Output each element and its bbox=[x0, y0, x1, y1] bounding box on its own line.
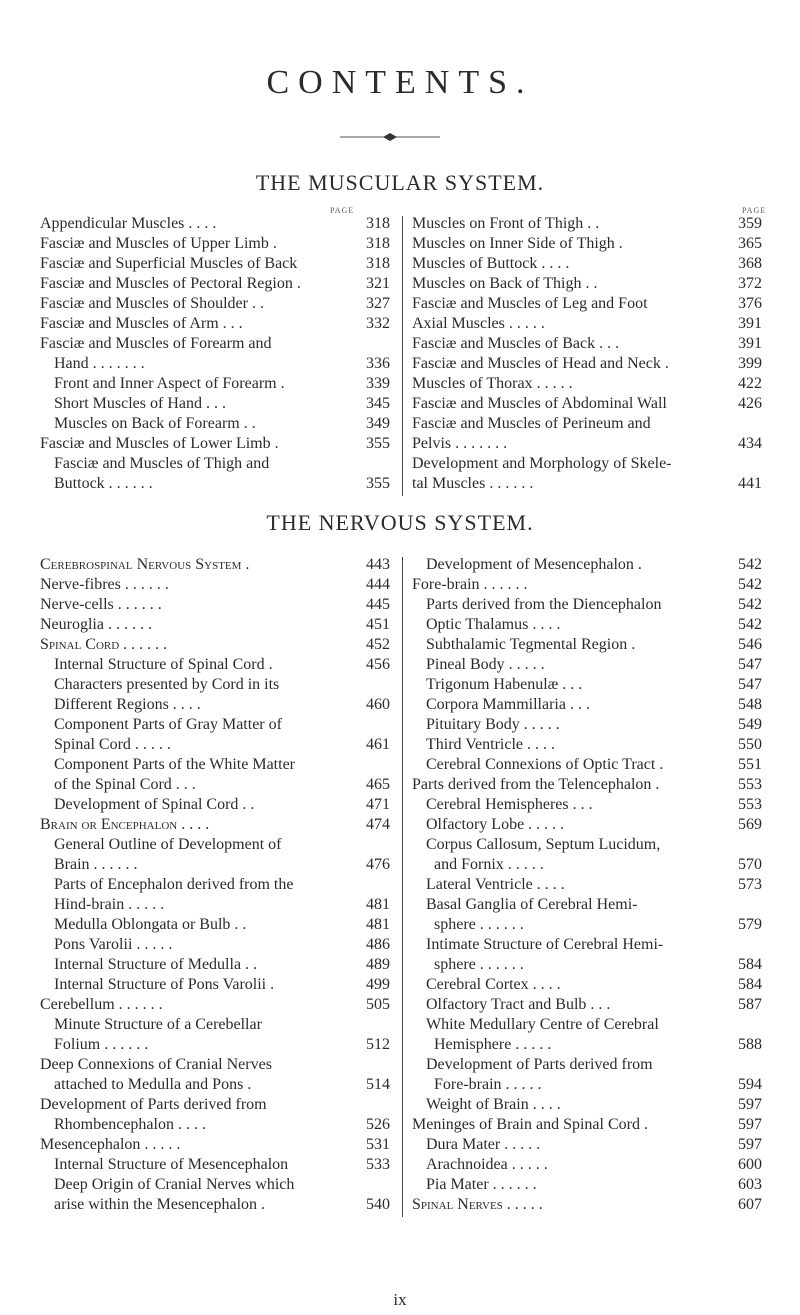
toc-entry-title: Muscles on Front of Thigh . . bbox=[412, 215, 600, 232]
toc-entry-title: and Fornix . . . . . bbox=[434, 856, 544, 873]
toc-entry bbox=[412, 995, 762, 1015]
toc-entry bbox=[40, 1035, 390, 1055]
toc-entry-title: Fasciæ and Muscles of Forearm and bbox=[40, 335, 272, 352]
toc-entry bbox=[40, 995, 390, 1015]
toc-entry-page: 603 bbox=[738, 1176, 762, 1193]
toc-entry-page: 441 bbox=[738, 475, 762, 492]
toc-entry-title: Corpus Callosum, Septum Lucidum, bbox=[426, 836, 661, 853]
toc-entry-page: 553 bbox=[738, 796, 762, 813]
toc-entry bbox=[412, 815, 762, 835]
toc-entry-page: 486 bbox=[366, 936, 390, 953]
toc-entry bbox=[412, 1055, 762, 1075]
toc-entry-title: Lateral Ventricle . . . . bbox=[426, 876, 565, 893]
toc-entry-page: 542 bbox=[738, 596, 762, 613]
toc-entry-title: Fasciæ and Superficial Muscles of Back bbox=[40, 255, 298, 272]
toc-entry bbox=[412, 615, 762, 635]
toc-entry-page: 445 bbox=[366, 596, 390, 613]
toc-entry-page: 345 bbox=[366, 395, 390, 412]
toc-entry-page: 349 bbox=[366, 415, 390, 432]
toc-entry-page: 368 bbox=[738, 255, 762, 272]
toc-entry-page: 553 bbox=[738, 776, 762, 793]
toc-entry-title: Axial Muscles . . . . . bbox=[412, 315, 545, 332]
toc-entry-title: sphere . . . . . . bbox=[434, 916, 524, 933]
toc-entry-title: Spinal Nerves . . . . . bbox=[412, 1196, 543, 1213]
toc-entry-page: 336 bbox=[366, 355, 390, 372]
muscular-system-heading: THE MUSCULAR SYSTEM. bbox=[255, 170, 545, 195]
toc-entry-page: 533 bbox=[366, 1156, 390, 1173]
toc-entry-title: Pineal Body . . . . . bbox=[426, 656, 545, 673]
toc-entry-page: 471 bbox=[366, 796, 390, 813]
toc-entry-title: Minute Structure of a Cerebellar bbox=[54, 1016, 262, 1033]
toc-entry bbox=[40, 575, 390, 595]
toc-entry bbox=[40, 615, 390, 635]
toc-entry-title: Characters presented by Cord in its bbox=[54, 676, 280, 693]
toc-entry-title: Fasciæ and Muscles of Upper Limb . bbox=[40, 235, 277, 252]
toc-entry bbox=[40, 655, 390, 675]
toc-entry-page: 359 bbox=[738, 215, 762, 232]
toc-entry-page: 546 bbox=[738, 636, 762, 653]
toc-entry-title: Corpora Mammillaria . . . bbox=[426, 696, 590, 713]
toc-entry-title: Folium . . . . . . bbox=[54, 1036, 149, 1053]
toc-entry bbox=[412, 655, 762, 675]
toc-entry bbox=[40, 1115, 390, 1135]
toc-entry bbox=[412, 1195, 762, 1215]
diamond-ornament-icon bbox=[340, 132, 440, 142]
toc-entry-page: 376 bbox=[738, 295, 762, 312]
toc-entry-page: 584 bbox=[738, 956, 762, 973]
toc-entry bbox=[40, 1175, 390, 1195]
toc-entry-page: 547 bbox=[738, 656, 762, 673]
toc-entry-page: 474 bbox=[366, 816, 390, 833]
toc-entry bbox=[40, 274, 390, 294]
toc-entry-title: Arachnoidea . . . . . bbox=[426, 1156, 548, 1173]
toc-entry-page: 460 bbox=[366, 696, 390, 713]
toc-entry-title: Pons Varolii . . . . . bbox=[54, 936, 173, 953]
toc-entry-title: Fasciæ and Muscles of Leg and Foot bbox=[412, 295, 648, 312]
toc-entry-title: Fasciæ and Muscles of Arm . . . bbox=[40, 315, 243, 332]
toc-entry-title: Parts derived from the Telencephalon . bbox=[412, 776, 660, 793]
toc-entry-title: Cerebellum . . . . . . bbox=[40, 996, 163, 1013]
toc-entry bbox=[412, 715, 762, 735]
toc-entry-title: attached to Medulla and Pons . bbox=[54, 1076, 252, 1093]
toc-entry-title: Fasciæ and Muscles of Thigh and bbox=[54, 455, 270, 472]
toc-entry-title: Development and Morphology of Skele- bbox=[412, 455, 672, 472]
toc-entry bbox=[412, 414, 762, 434]
toc-entry-title: Deep Origin of Cranial Nerves which bbox=[54, 1176, 295, 1193]
toc-entry-title: Pia Mater . . . . . . bbox=[426, 1176, 537, 1193]
toc-entry bbox=[40, 434, 390, 454]
toc-entry-title: sphere . . . . . . bbox=[434, 956, 524, 973]
toc-entry bbox=[412, 835, 762, 855]
toc-entry-title: Cerebral Cortex . . . . bbox=[426, 976, 561, 993]
toc-entry-title: Fasciæ and Muscles of Back . . . bbox=[412, 335, 620, 352]
toc-entry-title: Trigonum Habenulæ . . . bbox=[426, 676, 583, 693]
toc-entry bbox=[412, 394, 762, 414]
toc-entry bbox=[40, 1195, 390, 1215]
toc-entry-title: Spinal Cord . . . . . . bbox=[40, 636, 168, 653]
page-column-label: PAGE bbox=[742, 206, 767, 215]
toc-entry-title: Fasciæ and Muscles of Perineum and bbox=[412, 415, 651, 432]
toc-entry bbox=[40, 915, 390, 935]
toc-entry-page: 355 bbox=[366, 435, 390, 452]
nervous-left-column bbox=[40, 555, 390, 1215]
toc-entry-title: Hemisphere . . . . . bbox=[434, 1036, 552, 1053]
toc-entry-title: Front and Inner Aspect of Forearm . bbox=[54, 375, 285, 392]
toc-entry-page: 607 bbox=[738, 1196, 762, 1213]
toc-entry-page: 512 bbox=[366, 1036, 390, 1053]
toc-entry bbox=[412, 474, 762, 494]
toc-entry-title: Third Ventricle . . . . bbox=[426, 736, 556, 753]
toc-entry-page: 514 bbox=[366, 1076, 390, 1093]
toc-entry-page: 365 bbox=[738, 235, 762, 252]
toc-entry bbox=[40, 314, 390, 334]
toc-entry-title: Neuroglia . . . . . . bbox=[40, 616, 152, 633]
toc-entry bbox=[412, 434, 762, 454]
toc-entry-title: Pelvis . . . . . . . bbox=[412, 435, 508, 452]
toc-entry-title: Fore-brain . . . . . bbox=[434, 1076, 542, 1093]
toc-entry bbox=[412, 254, 762, 274]
toc-entry-page: 391 bbox=[738, 315, 762, 332]
toc-entry-page: 551 bbox=[738, 756, 762, 773]
toc-entry-title: tal Muscles . . . . . . bbox=[412, 475, 534, 492]
toc-entry bbox=[412, 755, 762, 775]
toc-entry-page: 550 bbox=[738, 736, 762, 753]
toc-entry-title: Optic Thalamus . . . . bbox=[426, 616, 561, 633]
toc-entry-page: 481 bbox=[366, 916, 390, 933]
toc-entry-page: 597 bbox=[738, 1136, 762, 1153]
toc-entry-title: Olfactory Lobe . . . . . bbox=[426, 816, 565, 833]
toc-entry-page: 542 bbox=[738, 576, 762, 593]
toc-entry-page: 422 bbox=[738, 375, 762, 392]
toc-entry bbox=[40, 1155, 390, 1175]
toc-entry bbox=[40, 294, 390, 314]
toc-entry-title: Internal Structure of Mesencephalon bbox=[54, 1156, 289, 1173]
toc-entry-title: Parts of Encephalon derived from the bbox=[54, 876, 294, 893]
toc-entry-page: 461 bbox=[366, 736, 390, 753]
toc-entry-title: Spinal Cord . . . . . bbox=[54, 736, 171, 753]
toc-entry-title: Component Parts of the White Matter bbox=[54, 756, 295, 773]
toc-entry bbox=[40, 795, 390, 815]
toc-entry-page: 443 bbox=[366, 556, 390, 573]
toc-entry bbox=[40, 855, 390, 875]
toc-entry-title: Fasciæ and Muscles of Head and Neck . bbox=[412, 355, 669, 372]
muscular-left-column bbox=[40, 214, 390, 494]
toc-entry-title: Internal Structure of Medulla . . bbox=[54, 956, 258, 973]
toc-entry-title: Development of Parts derived from bbox=[426, 1056, 653, 1073]
toc-entry-title: Intimate Structure of Cerebral Hemi- bbox=[426, 936, 664, 953]
toc-entry-page: 570 bbox=[738, 856, 762, 873]
toc-entry-page: 452 bbox=[366, 636, 390, 653]
toc-entry-title: Brain or Encephalon . . . . bbox=[40, 816, 210, 833]
toc-entry bbox=[40, 1015, 390, 1035]
toc-entry-title: Hand . . . . . . . bbox=[54, 355, 145, 372]
toc-entry-title: Fasciæ and Muscles of Shoulder . . bbox=[40, 295, 264, 312]
toc-entry-title: Component Parts of Gray Matter of bbox=[54, 716, 282, 733]
toc-entry-page: 588 bbox=[738, 1036, 762, 1053]
toc-entry-title: Olfactory Tract and Bulb . . . bbox=[426, 996, 611, 1013]
toc-entry-page: 489 bbox=[366, 956, 390, 973]
toc-entry-page: 476 bbox=[366, 856, 390, 873]
toc-entry bbox=[412, 1035, 762, 1055]
toc-entry-page: 569 bbox=[738, 816, 762, 833]
toc-entry-page: 318 bbox=[366, 255, 390, 272]
toc-entry bbox=[40, 1075, 390, 1095]
toc-entry bbox=[40, 1055, 390, 1075]
toc-entry bbox=[412, 234, 762, 254]
toc-entry bbox=[40, 1095, 390, 1115]
toc-entry bbox=[412, 915, 762, 935]
toc-entry-page: 434 bbox=[738, 435, 762, 452]
toc-entry bbox=[412, 775, 762, 795]
toc-entry-title: Muscles on Back of Thigh . . bbox=[412, 275, 598, 292]
toc-entry-page: 526 bbox=[366, 1116, 390, 1133]
toc-entry-page: 587 bbox=[738, 996, 762, 1013]
toc-entry-page: 594 bbox=[738, 1076, 762, 1093]
toc-entry-page: 426 bbox=[738, 395, 762, 412]
toc-entry-title: Muscles on Back of Forearm . . bbox=[54, 415, 256, 432]
page-title: CONTENTS. bbox=[266, 64, 534, 101]
nervous-system-heading: THE NERVOUS SYSTEM. bbox=[266, 510, 534, 535]
toc-entry-title: Hind-brain . . . . . bbox=[54, 896, 165, 913]
toc-entry-page: 584 bbox=[738, 976, 762, 993]
toc-entry bbox=[40, 234, 390, 254]
toc-entry bbox=[412, 1155, 762, 1175]
toc-entry-title: Development of Mesencephalon . bbox=[426, 556, 642, 573]
toc-entry bbox=[412, 675, 762, 695]
toc-entry bbox=[40, 394, 390, 414]
toc-entry-title: Pituitary Body . . . . . bbox=[426, 716, 560, 733]
toc-entry bbox=[40, 1135, 390, 1155]
toc-entry-title: Cerebrospinal Nervous System . bbox=[40, 556, 250, 573]
toc-entry-page: 456 bbox=[366, 656, 390, 673]
toc-entry-title: Buttock . . . . . . bbox=[54, 475, 153, 492]
toc-entry-page: 465 bbox=[366, 776, 390, 793]
toc-entry-title: Subthalamic Tegmental Region . bbox=[426, 636, 636, 653]
toc-entry-title: Fasciæ and Muscles of Pectoral Region . bbox=[40, 275, 301, 292]
toc-entry-title: Muscles of Buttock . . . . bbox=[412, 255, 570, 272]
toc-entry-page: 399 bbox=[738, 355, 762, 372]
toc-entry-title: Cerebral Hemispheres . . . bbox=[426, 796, 593, 813]
toc-entry bbox=[412, 454, 762, 474]
toc-entry bbox=[412, 1015, 762, 1035]
toc-entry-page: 531 bbox=[366, 1136, 390, 1153]
toc-entry-title: Weight of Brain . . . . bbox=[426, 1096, 561, 1113]
toc-entry-page: 318 bbox=[366, 215, 390, 232]
toc-entry-page: 444 bbox=[366, 576, 390, 593]
toc-entry bbox=[412, 1135, 762, 1155]
toc-entry bbox=[40, 695, 390, 715]
toc-entry-page: 327 bbox=[366, 295, 390, 312]
toc-entry-title: Internal Structure of Pons Varolii . bbox=[54, 976, 275, 993]
toc-entry bbox=[412, 555, 762, 575]
toc-entry bbox=[40, 635, 390, 655]
toc-entry bbox=[412, 955, 762, 975]
toc-entry-title: Brain . . . . . . bbox=[54, 856, 138, 873]
toc-entry bbox=[40, 975, 390, 995]
toc-entry-page: 332 bbox=[366, 315, 390, 332]
toc-entry bbox=[40, 835, 390, 855]
toc-entry bbox=[412, 795, 762, 815]
toc-entry-page: 548 bbox=[738, 696, 762, 713]
toc-entry-title: Rhombencephalon . . . . bbox=[54, 1116, 206, 1133]
toc-entry-page: 540 bbox=[366, 1196, 390, 1213]
toc-entry bbox=[40, 474, 390, 494]
toc-entry-page: 597 bbox=[738, 1096, 762, 1113]
toc-entry bbox=[40, 214, 390, 234]
toc-entry bbox=[40, 755, 390, 775]
toc-entry-page: 318 bbox=[366, 235, 390, 252]
toc-entry-title: General Outline of Development of bbox=[54, 836, 282, 853]
toc-entry-title: Parts derived from the Diencephalon bbox=[426, 596, 662, 613]
toc-entry-title: Deep Connexions of Cranial Nerves bbox=[40, 1056, 272, 1073]
toc-entry bbox=[412, 1075, 762, 1095]
toc-entry-page: 321 bbox=[366, 275, 390, 292]
toc-entry bbox=[40, 815, 390, 835]
toc-entry-title: arise within the Mesencephalon . bbox=[54, 1196, 266, 1213]
toc-entry bbox=[412, 374, 762, 394]
page-column-label: PAGE bbox=[330, 206, 355, 215]
toc-entry-title: of the Spinal Cord . . . bbox=[54, 776, 196, 793]
toc-entry-title: Muscles on Inner Side of Thigh . bbox=[412, 235, 623, 252]
toc-entry bbox=[40, 595, 390, 615]
toc-entry bbox=[40, 735, 390, 755]
toc-entry bbox=[40, 454, 390, 474]
toc-entry-title: Mesencephalon . . . . . bbox=[40, 1136, 181, 1153]
toc-entry-title: Dura Mater . . . . . bbox=[426, 1136, 541, 1153]
toc-entry bbox=[412, 895, 762, 915]
toc-entry bbox=[412, 855, 762, 875]
toc-entry bbox=[412, 334, 762, 354]
toc-entry-title: Cerebral Connexions of Optic Tract . bbox=[426, 756, 664, 773]
toc-entry bbox=[412, 735, 762, 755]
toc-entry bbox=[412, 595, 762, 615]
toc-entry bbox=[40, 935, 390, 955]
toc-entry-page: 451 bbox=[366, 616, 390, 633]
toc-entry bbox=[40, 875, 390, 895]
toc-entry bbox=[412, 875, 762, 895]
toc-entry bbox=[412, 695, 762, 715]
toc-entry bbox=[412, 575, 762, 595]
toc-entry bbox=[40, 374, 390, 394]
toc-entry-title: Nerve-cells . . . . . . bbox=[40, 596, 162, 613]
toc-entry-page: 573 bbox=[738, 876, 762, 893]
toc-entry-title: Development of Parts derived from bbox=[40, 1096, 267, 1113]
toc-entry-title: Fore-brain . . . . . . bbox=[412, 576, 528, 593]
toc-entry bbox=[412, 635, 762, 655]
toc-entry-title: Fasciæ and Muscles of Lower Limb . bbox=[40, 435, 279, 452]
toc-entry bbox=[412, 354, 762, 374]
nervous-right-column bbox=[412, 555, 762, 1215]
toc-entry bbox=[412, 294, 762, 314]
toc-entry-page: 542 bbox=[738, 616, 762, 633]
toc-entry bbox=[412, 274, 762, 294]
toc-entry-title: Appendicular Muscles . . . . bbox=[40, 215, 217, 232]
toc-entry-page: 505 bbox=[366, 996, 390, 1013]
toc-entry bbox=[40, 555, 390, 575]
toc-entry bbox=[412, 1115, 762, 1135]
toc-entry bbox=[40, 715, 390, 735]
toc-entry-title: Medulla Oblongata or Bulb . . bbox=[54, 916, 247, 933]
toc-entry-title: Short Muscles of Hand . . . bbox=[54, 395, 226, 412]
toc-entry-title: Basal Ganglia of Cerebral Hemi- bbox=[426, 896, 638, 913]
toc-entry-title: Different Regions . . . . bbox=[54, 696, 201, 713]
toc-entry bbox=[412, 1175, 762, 1195]
toc-entry bbox=[40, 354, 390, 374]
toc-entry bbox=[40, 414, 390, 434]
toc-entry-title: Muscles of Thorax . . . . . bbox=[412, 375, 573, 392]
toc-entry bbox=[412, 314, 762, 334]
toc-entry-page: 547 bbox=[738, 676, 762, 693]
toc-entry bbox=[40, 334, 390, 354]
toc-entry-page: 481 bbox=[366, 896, 390, 913]
toc-entry-page: 549 bbox=[738, 716, 762, 733]
column-divider bbox=[402, 557, 403, 1217]
toc-entry-title: Nerve-fibres . . . . . . bbox=[40, 576, 169, 593]
toc-entry-page: 339 bbox=[366, 375, 390, 392]
toc-entry bbox=[40, 955, 390, 975]
toc-entry-title: Development of Spinal Cord . . bbox=[54, 796, 255, 813]
toc-entry bbox=[412, 935, 762, 955]
toc-entry bbox=[40, 254, 390, 274]
toc-entry-title: White Medullary Centre of Cerebral bbox=[426, 1016, 659, 1033]
page-folio: ix bbox=[393, 1290, 407, 1309]
toc-entry-page: 499 bbox=[366, 976, 390, 993]
toc-entry bbox=[40, 775, 390, 795]
toc-entry-page: 391 bbox=[738, 335, 762, 352]
toc-entry-title: Fasciæ and Muscles of Abdominal Wall bbox=[412, 395, 667, 412]
toc-entry-page: 597 bbox=[738, 1116, 762, 1133]
column-divider bbox=[402, 216, 403, 496]
muscular-right-column bbox=[412, 214, 762, 494]
toc-entry-title: Internal Structure of Spinal Cord . bbox=[54, 656, 273, 673]
toc-entry bbox=[40, 895, 390, 915]
toc-entry bbox=[412, 975, 762, 995]
toc-entry bbox=[40, 675, 390, 695]
toc-entry-page: 372 bbox=[738, 275, 762, 292]
toc-entry-page: 600 bbox=[738, 1156, 762, 1173]
toc-entry-page: 579 bbox=[738, 916, 762, 933]
toc-entry-title: Meninges of Brain and Spinal Cord . bbox=[412, 1116, 648, 1133]
toc-entry bbox=[412, 1095, 762, 1115]
toc-entry bbox=[412, 214, 762, 234]
toc-entry-page: 355 bbox=[366, 475, 390, 492]
toc-entry-page: 542 bbox=[738, 556, 762, 573]
